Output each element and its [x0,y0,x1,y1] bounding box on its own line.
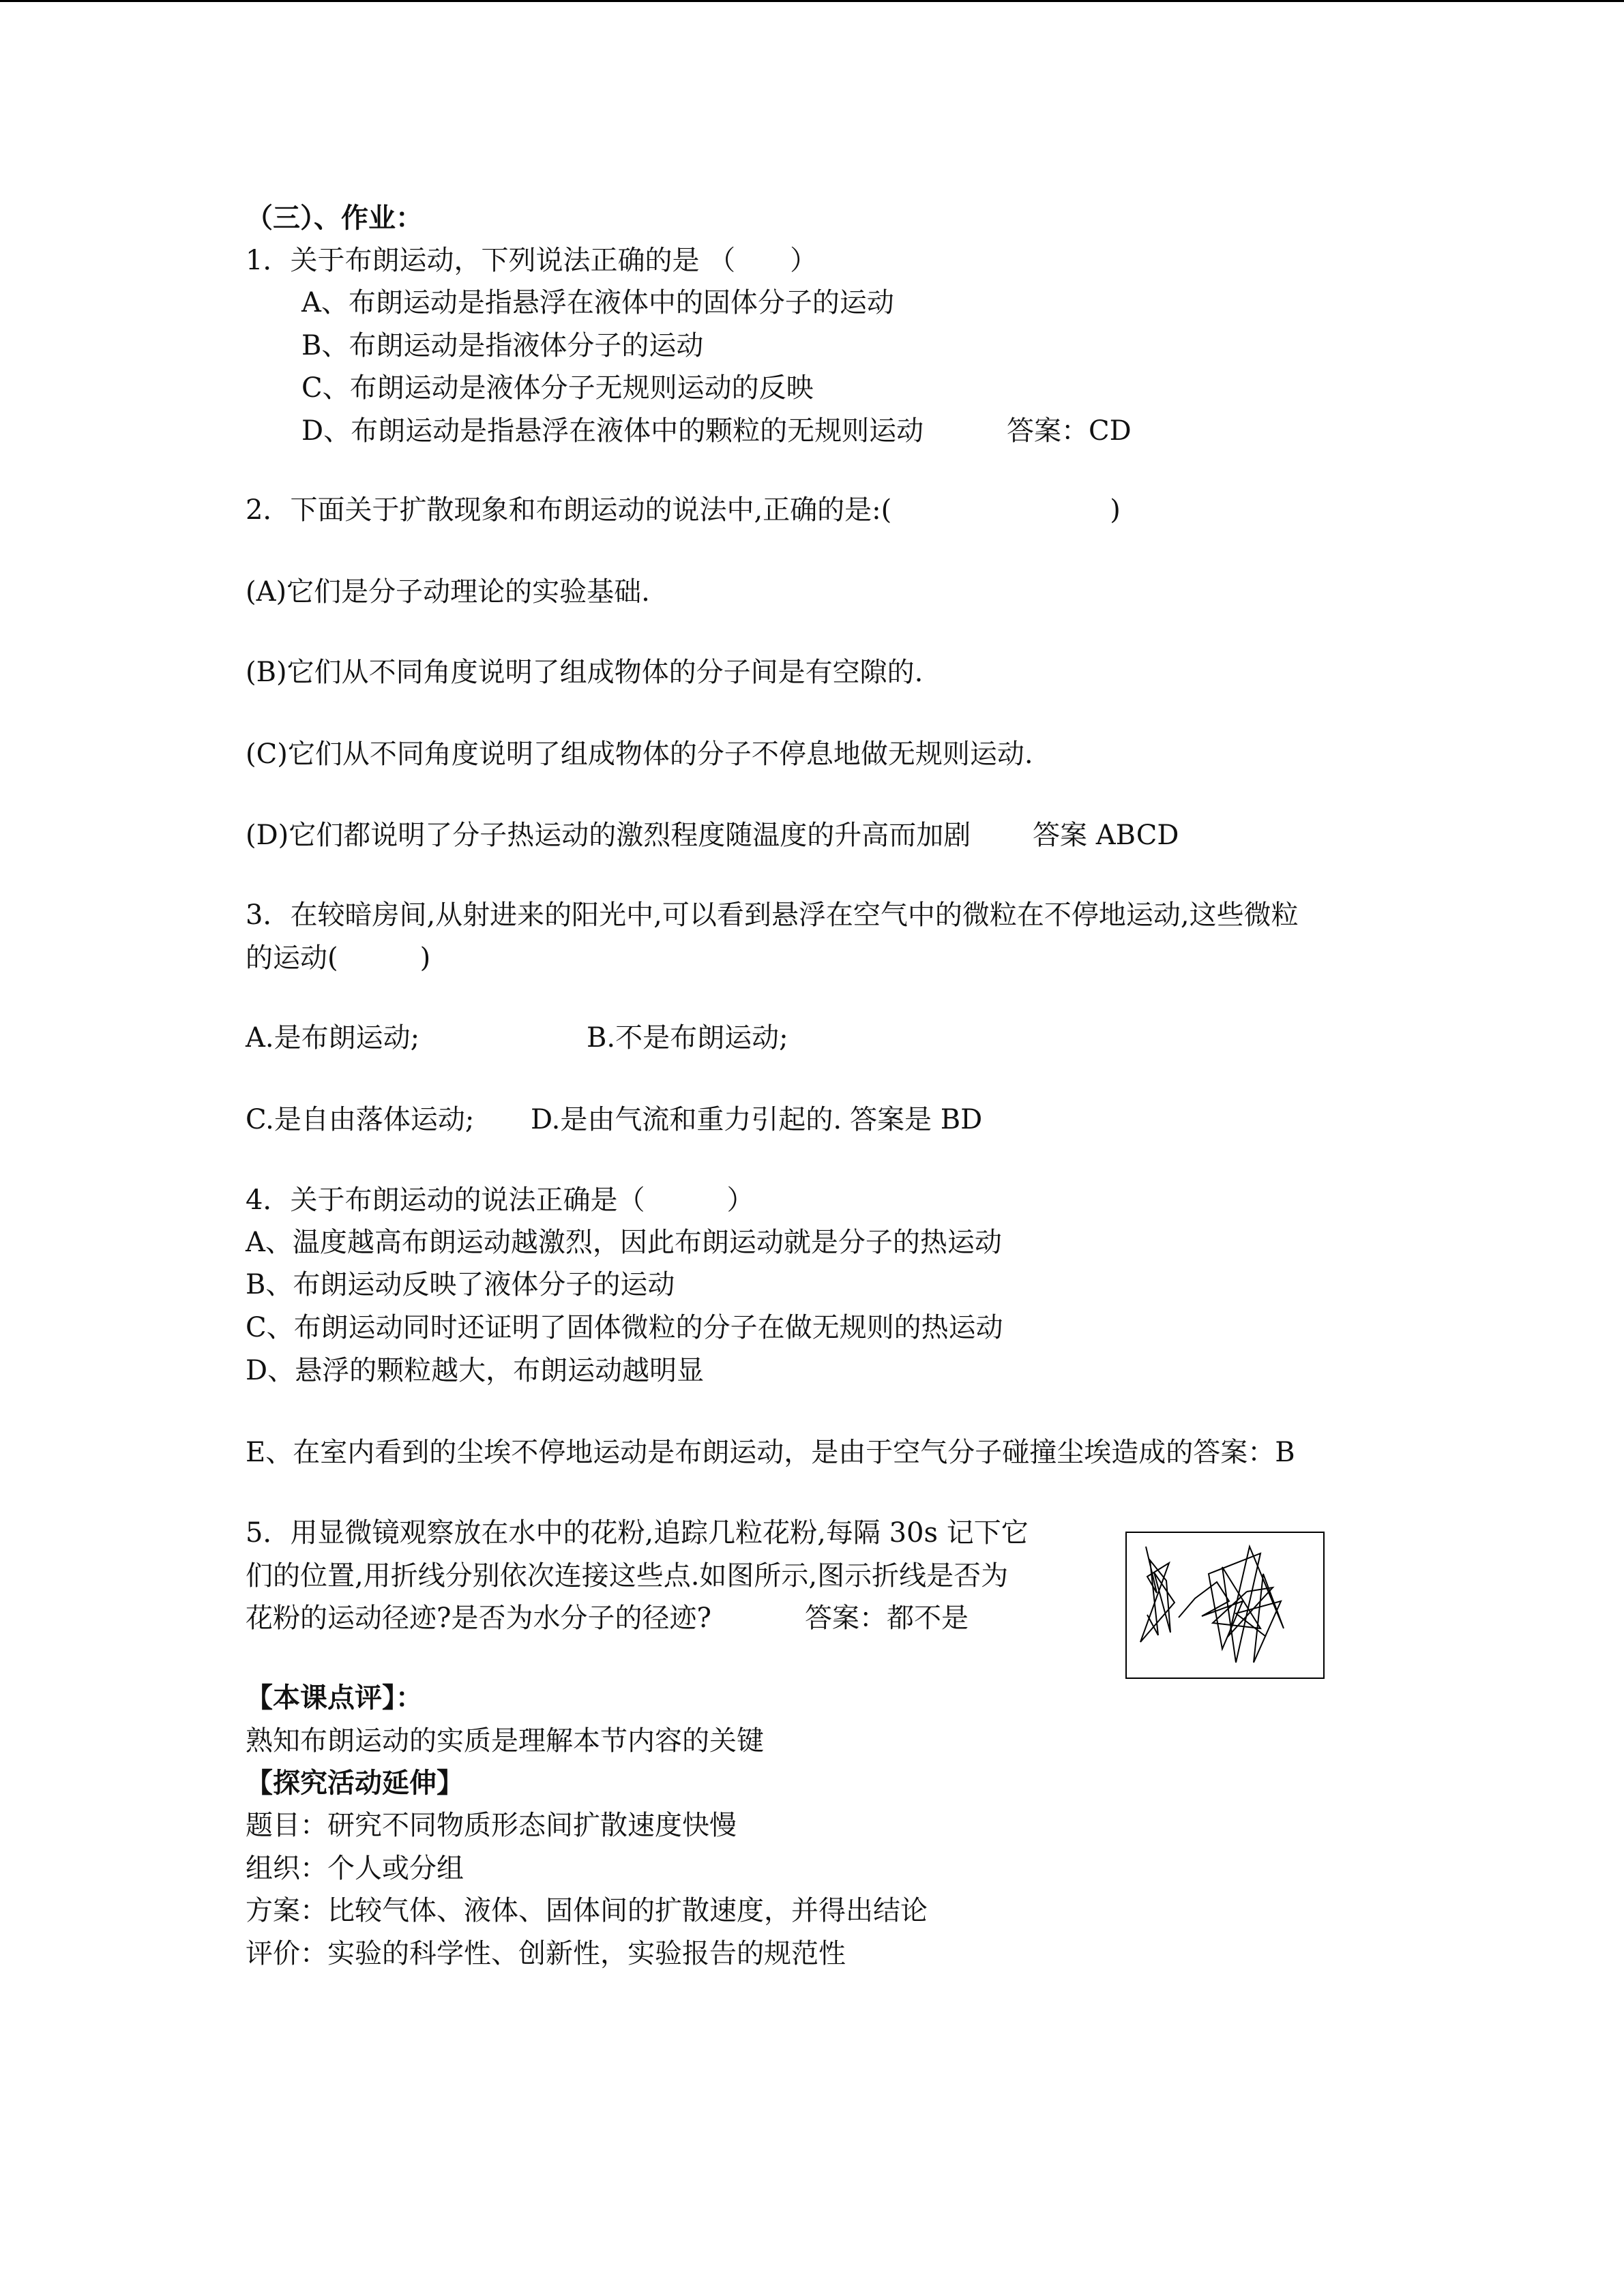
q1-answer: 答案：CD [1007,415,1132,447]
q4-option-e: E、在室内看到的尘埃不停地运动是布朗运动，是由于空气分子碰撞尘埃造成的答案：B [246,1437,1295,1468]
q4-option-a: A、温度越高布朗运动越激烈，因此布朗运动就是分子的热运动 [246,1227,1002,1258]
q3-stem-line1: 3．在较暗房间,从射进来的阳光中,可以看到悬浮在空气中的微粒在不停地运动,这些微粒 [246,899,1299,931]
extension-evaluation: 评价：实验的科学性、创新性，实验报告的规范性 [246,1938,846,1969]
q2-stem: 2．下面关于扩散现象和布朗运动的说法中,正确的是:( ) [246,494,1121,526]
q3-answer: 答案是 BD [850,1104,983,1135]
particle-path-right [1229,1547,1284,1663]
trajectory-drawing [1127,1533,1323,1678]
q2-option-d: (D)它们都说明了分子热运动的激烈程度随温度的升高而加剧 [246,820,971,851]
q1-option-a: A、布朗运动是指悬浮在液体中的固体分子的运动 [301,287,894,318]
q4-stem: 4．关于布朗运动的说法正确是（ ） [246,1184,754,1216]
q4-option-d: D、悬浮的颗粒越大，布朗运动越明显 [246,1355,705,1386]
extension-topic: 题目：研究不同物质形态间扩散速度快慢 [246,1810,737,1841]
q2-option-b: (B)它们从不同角度说明了组成物体的分子间是有空隙的. [246,657,924,688]
q1-option-b: B、布朗运动是指液体分子的运动 [301,330,704,361]
top-border-rule [0,0,1624,2]
q2-option-c: (C)它们从不同角度说明了组成物体的分子不停息地做无规则运动. [246,739,1033,770]
section-title: （三）、作业： [246,202,423,234]
q3-option-c: C.是自由落体运动; [246,1104,475,1135]
q4-option-b: B、布朗运动反映了液体分子的运动 [246,1269,675,1300]
q4-option-c: C、布朗运动同时还证明了固体微粒的分子在做无规则的热运动 [246,1312,1003,1343]
q1-stem: 1．关于布朗运动，下列说法正确的是 （ ） [246,245,818,276]
q1-option-d: D、布朗运动是指悬浮在液体中的颗粒的无规则运动 [301,415,924,447]
q5-line1: 5．用显微镜观察放在水中的花粉,追踪几粒花粉,每隔 30s 记下它 [246,1517,1029,1549]
q5-line2: 们的位置,用折线分别依次连接这些点.如图所示,图示折线是否为 [246,1560,1009,1592]
extension-plan: 方案：比较气体、液体、固体间的扩散速度，并得出结论 [246,1895,928,1926]
q3-stem-line2: 的运动( ) [246,942,431,974]
q5-answer: 答案：都不是 [805,1602,969,1634]
q3-option-b: B.不是布朗运动; [587,1022,788,1054]
q2-option-a: (A)它们是分子动理论的实验基础. [246,576,650,608]
brownian-trajectory-figure [1125,1532,1325,1679]
extension-organization: 组织：个人或分组 [246,1853,464,1884]
particle-path-left [1140,1547,1175,1642]
q2-answer: 答案 ABCD [1033,820,1179,851]
q3-option-d: D.是由气流和重力引起的. [531,1104,842,1135]
extension-heading: 【探究活动延伸】 [246,1767,464,1799]
q1-option-c: C、布朗运动是液体分子无规则运动的反映 [301,372,814,404]
review-heading: 【本课点评】： [246,1682,423,1714]
review-text: 熟知布朗运动的实质是理解本节内容的关键 [246,1725,764,1757]
q3-option-a: A.是布朗运动; [246,1022,420,1054]
q5-line3: 花粉的运动径迹?是否为水分子的径迹? [246,1602,711,1634]
particle-path-middle [1179,1553,1260,1663]
